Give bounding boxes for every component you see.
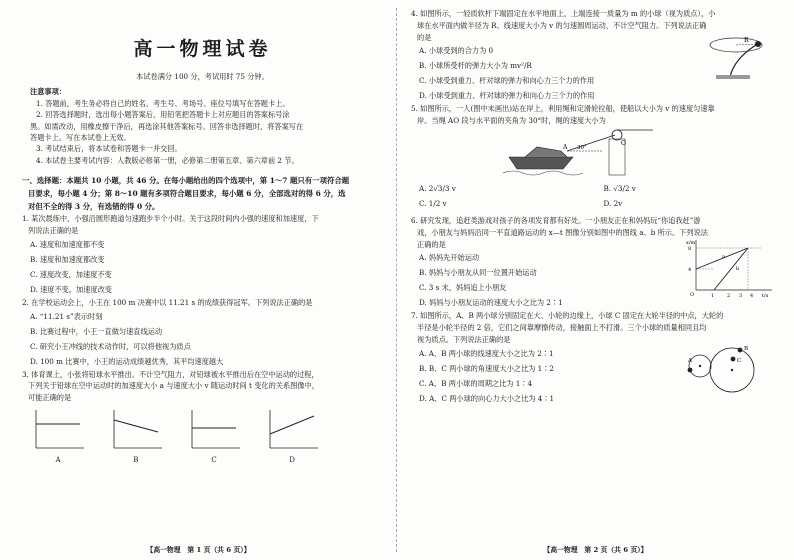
question-7-stem: 半径是小轮半径的 2 倍，它们之间靠摩擦传动，接触面上不打滑。三个小球的质量相同且均 — [417, 323, 707, 333]
q6-option-b: B. 妈妈与小朋友从同一位置开始运动 — [419, 268, 537, 278]
question-6-stem: 6. 研究发现，追赶类游戏对孩子的各项发育都有好处。一小朋友正在和妈妈玩“你追我赶”游 — [411, 215, 701, 225]
question-3-stem: 3. 体育课上，小张将铅球水平推出。不计空气阻力，对铅球被水平推出后在空中运动的过程， — [22, 369, 319, 379]
q6-option-d: D. 妈妈与小朋友运动的速度大小之比为 2∶1 — [419, 298, 563, 308]
graph-a-svg — [30, 408, 86, 456]
note-line: 2. 回答选择题时，选出每小题答案后，用铅笔把答题卡上对应题目的答案标号涂 — [36, 110, 290, 120]
q6-origin: O — [690, 292, 695, 299]
q5-option-b: B. √3/2 v — [603, 183, 636, 193]
q6-y-axis-label: x/m — [686, 240, 696, 247]
question-6-stem: 正确的是 — [417, 239, 446, 249]
question-4-stem: 球在水平面内做半径为 R、线速度大小为 v 的匀速圆周运动，不计空气阻力。下列说法正确 — [417, 20, 707, 30]
q4-option-b: B. 小球所受杆的弹力大小为 mv²/R — [419, 61, 532, 71]
q6-option-a: A. 妈妈先开始运动 — [419, 253, 480, 263]
q5-figure — [503, 127, 723, 177]
q3-graph-a — [30, 408, 86, 464]
q6-series-a: a — [722, 254, 725, 261]
q3-graph-c — [186, 408, 242, 464]
q5-label-o: O — [621, 139, 626, 147]
section-heading: 目要求，每小题 4 分；第 8～10 题有多项符合题目要求，每小题 6 分，全部选对的得 6 分，选 — [28, 189, 346, 199]
note-line: 3. 考试结束后，将本试卷和答题卡一并交回。 — [36, 144, 182, 154]
note-line: 1. 答题前，考生务必将自己的姓名、考生号、考场号、座位号填写在答题卡上。 — [36, 98, 290, 108]
q6-series-b: b — [736, 266, 740, 273]
graph-b-svg — [108, 408, 164, 456]
notes-title: 注意事项： — [30, 87, 66, 97]
q5-options-row-2 — [411, 196, 780, 211]
q7-wheels-figure — [686, 340, 756, 400]
q5-label-a: A — [563, 143, 568, 151]
graph-c-svg — [186, 408, 242, 456]
q7-option-a: A. A、B 两小球的线速度大小之比为 2∶1 — [419, 348, 554, 358]
q3-graph-d — [264, 408, 320, 464]
graph-label: D — [289, 456, 295, 465]
q2-option-c: C. 研究小王冲线的技术动作时，可以将他视为质点 — [30, 341, 191, 351]
q4-option-d: D. 小球受到重力、杆对球的弹力和向心力三个力的作用 — [419, 91, 595, 101]
exam-title: 高一物理试卷 — [133, 38, 272, 60]
exam-intro: 本试卷满分 100 分，考试用时 75 分钟。 — [136, 72, 269, 81]
q4-option-c: C. 小球受到重力、杆对球的弹力和向心力三个力的作用 — [419, 76, 595, 86]
q4-figure — [700, 29, 770, 81]
graph-label: B — [133, 456, 139, 465]
q1-option-a: A. 速度和加速度都不变 — [30, 239, 105, 249]
q4-option-a: A. 小球受到的合力为 0 — [419, 46, 494, 56]
q1-option-b: B. 速度和加速度都改变 — [30, 254, 105, 264]
q6-option-c: C. 3 s 末，妈妈追上小朋友 — [419, 283, 507, 293]
q6-tick-x: 4 — [750, 293, 754, 299]
q1-option-c: C. 速度改变，加速度不变 — [30, 269, 112, 279]
question-4-stem: 4. 如图所示，一轻质软杆下端固定在水平地面上，上端连接一质量为 m 的小球（视为质点），小 — [411, 9, 716, 18]
q4-label-r: R — [744, 37, 749, 45]
q6-tick-y: 4 — [688, 267, 692, 274]
q2-option-b: B. 比赛过程中，小王一直做匀速直线运动 — [30, 326, 163, 336]
q5-option-d: D. 2v — [603, 198, 623, 208]
q7-label-a: A — [688, 357, 692, 364]
q5-label-angle: 30° — [577, 144, 587, 151]
section-heading: 一、选择题：本题共 10 小题，共 46 分。在每小题给出的四个选项中，第 1～7 题只有一项符合题 — [22, 176, 350, 186]
q7-label-b: B — [744, 345, 749, 352]
question-7-stem: 视为质点。下列说法正确的是 — [417, 334, 511, 344]
q6-tick-x: 3 — [739, 293, 743, 299]
q5-option-c: C. 1/2 v — [419, 198, 447, 208]
q6-tick-x: 1 — [711, 293, 715, 299]
question-4-stem: 的是 — [417, 32, 432, 42]
q6-x-axis-label: t/s — [762, 293, 769, 299]
q6-tick-y: 8 — [688, 246, 692, 253]
graph-label: A — [55, 456, 61, 465]
question-1-stem: 1. 某次晨练中，小强沿圆形跑道匀速跑步半个小时。关于这段时间内小强的速度和加速度，下 — [22, 214, 319, 224]
q3-graph-b — [108, 408, 164, 464]
question-3-stem: 下列关于铅球在空中运动时的加速度大小 a 与速度大小 v 随运动时间 t 变化的关系图像中， — [28, 381, 319, 391]
section-heading: 对但不全的得 3 分，有选错的得 0 分。 — [28, 202, 160, 212]
q2-option-d: D. 100 m 比赛中，小王的运动成绩越优秀，其平均速度越大 — [30, 356, 224, 366]
q2-option-a: A. “11.21 s”表示时刻 — [30, 311, 103, 321]
question-5-stem: 岸。当绳 AO 段与水平面的夹角为 30°时，绳的速度大小为 — [417, 116, 606, 126]
q6-xt-graph — [684, 236, 776, 298]
page-footer: 【高一物理 第 2 页（共 6 页）】 — [543, 546, 648, 554]
q1-option-d: D. 速度不变，加速度改变 — [30, 284, 112, 294]
graph-label: C — [211, 456, 217, 465]
q3-graphs — [22, 408, 383, 464]
page-2 — [397, 0, 794, 560]
question-6-stem: 戏，小朋友与妈妈沿同一平直道路运动的 x—t 图像分别如图中的图线 a、b 所示。下列说法 — [417, 227, 708, 237]
note-line: 黑。如需改动，用橡皮擦干净后，再选涂其他答案标号。回答非选择题时，将答案写在 — [30, 121, 304, 131]
q5-options-row-1 — [411, 181, 780, 196]
q7-option-c: C. A、B 两小球的周期之比为 1∶4 — [419, 378, 533, 388]
question-5-stem: 5. 如图所示，一人(图中未画出)站在岸上，利用绳和定滑轮拉船，使船以大小为 v 的速度匀速靠 — [411, 104, 715, 114]
question-3-stem: 可能正确的是 — [28, 393, 72, 403]
page-footer: 【高一物理 第 1 页（共 6 页）】 — [146, 546, 251, 554]
question-2-stem: 2. 在学校运动会上，小王在 100 m 决赛中以 11.21 s 的成绩获得冠军。下列说法正确的是 — [22, 297, 313, 307]
graph-d-svg — [264, 408, 320, 456]
note-line: 答题卡上。写在本试卷上无效。 — [30, 133, 131, 143]
question-7-stem: 7. 如图所示，A、B 两小球分别固定在大、小轮的边缘上，小球 C 固定在大轮半径的中点，大轮的 — [411, 311, 724, 321]
question-1-stem: 列说法正确的是 — [28, 226, 79, 236]
q6-tick-x: 2 — [727, 293, 731, 299]
q7-option-b: B. B、C 两小球的角速度大小之比为 1∶2 — [419, 363, 554, 373]
note-line: 4. 本试卷主要考试内容：人教版必修第一册，必修第二册第五章、第六章前 2 节。 — [36, 155, 299, 165]
q5-option-a: A. 2√3/3 v — [419, 183, 456, 193]
q7-option-d: D. A、C 两小球的向心力大小之比为 4∶1 — [419, 393, 555, 403]
q7-label-c: C — [737, 357, 742, 364]
